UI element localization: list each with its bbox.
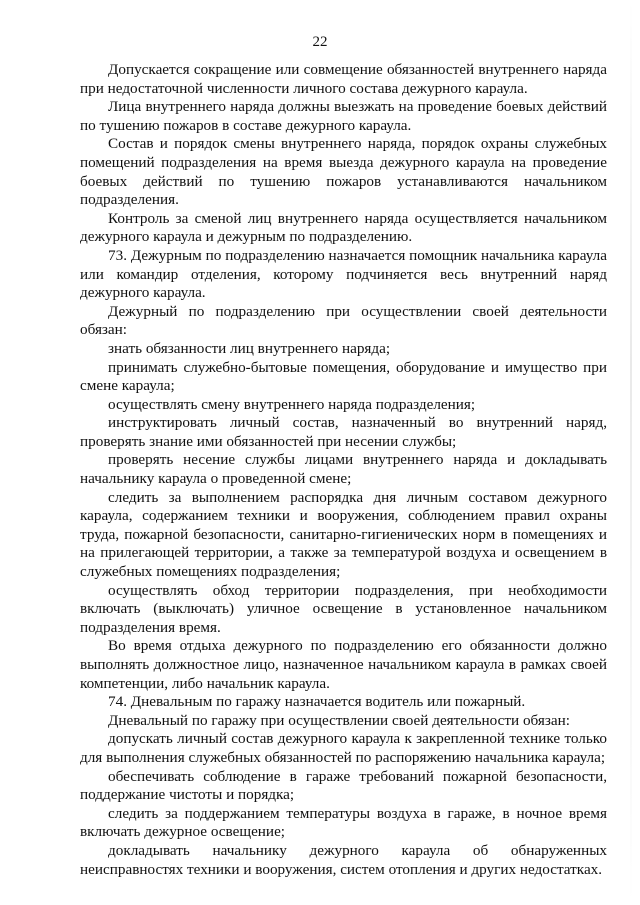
paragraph: 73. Дежурным по подразделению назначается помощник начальника караула или командир отделения, которому подчиняется весь внутренний наряд дежурного караула. bbox=[80, 246, 607, 302]
paragraph: Допускается сокращение или совмещение обязанностей внутреннего наряда при недостаточной численности личного состава дежурного караула. bbox=[80, 61, 607, 97]
paragraph: принимать служебно-бытовые помещения, оборудование и имущество при смене караула; bbox=[80, 358, 607, 395]
page-number: 22 bbox=[312, 34, 328, 50]
paragraph: следить за поддержанием температуры воздуха в гараже, в ночное время включать дежурное освещение; bbox=[80, 804, 607, 841]
paragraph: допускать личный состав дежурного караула к закрепленной технике только для выполнения служебных обязанностей по распоряжению начальника караула; bbox=[80, 730, 607, 766]
paragraph: Лица внутреннего наряда должны выезжать на проведение боевых действий по тушению пожаров в составе дежурного караула. bbox=[80, 98, 607, 134]
paragraph: следить за выполнением распорядка дня личным составом дежурного караула, содержанием техники и вооружения, соблюдением правил охраны труда, пожарной безопасности, санитарно-гигиенических норм в помещениях и на прилегающей территории, а также за температурой воздуха и освещением в служебных помещениях подразделения; bbox=[80, 488, 607, 581]
paragraph: Дневальный по гаражу при осуществлении своей деятельности обязан: bbox=[108, 711, 570, 729]
paragraph: Состав и порядок смены внутреннего наряда, порядок охраны служебных помещений подразделения на время выезда дежурного караула на проведение боевых действий по тушению пожаров устанавливаются начальником подразделения. bbox=[80, 135, 607, 209]
paragraph: инструктировать личный состав, назначенный во внутренний наряд, проверять знание ими обязанностей при несении службы; bbox=[80, 414, 607, 450]
paragraph: докладывать начальнику дежурного караула об обнаруженных неисправностях техники и вооружения, систем отопления и других недостатках. bbox=[80, 841, 607, 878]
paragraph: осуществлять смену внутреннего наряда подразделения; bbox=[108, 395, 476, 413]
paragraph: осуществлять обход территории подразделения, при необходимости включать (выключать) уличное освещение в установленное начальником подразделения время. bbox=[80, 581, 607, 636]
paragraph: Контроль за сменой лиц внутреннего наряда осуществляется начальником дежурного караула и дежурным по подразделению. bbox=[80, 209, 607, 246]
document-body bbox=[80, 61, 607, 879]
paragraph: обеспечивать соблюдение в гараже требований пожарной безопасности, поддержание чистоты и порядка; bbox=[80, 767, 607, 804]
scan-edge-mark bbox=[630, 0, 632, 905]
paragraph: проверять несение службы лицами внутреннего наряда и докладывать начальнику караула о проведенной смене; bbox=[80, 451, 607, 488]
paragraph: Во время отдыха дежурного по подразделению его обязанности должно выполнять должностное лицо, назначенное начальником караула в рамках своей компетенции, либо начальник караула. bbox=[80, 637, 607, 692]
paragraph: знать обязанности лиц внутреннего наряда; bbox=[108, 339, 391, 357]
paragraph: Дежурный по подразделению при осуществлении своей деятельности обязан: bbox=[80, 302, 607, 339]
paragraph: 74. Дневальным по гаражу назначается водитель или пожарный. bbox=[108, 693, 526, 711]
